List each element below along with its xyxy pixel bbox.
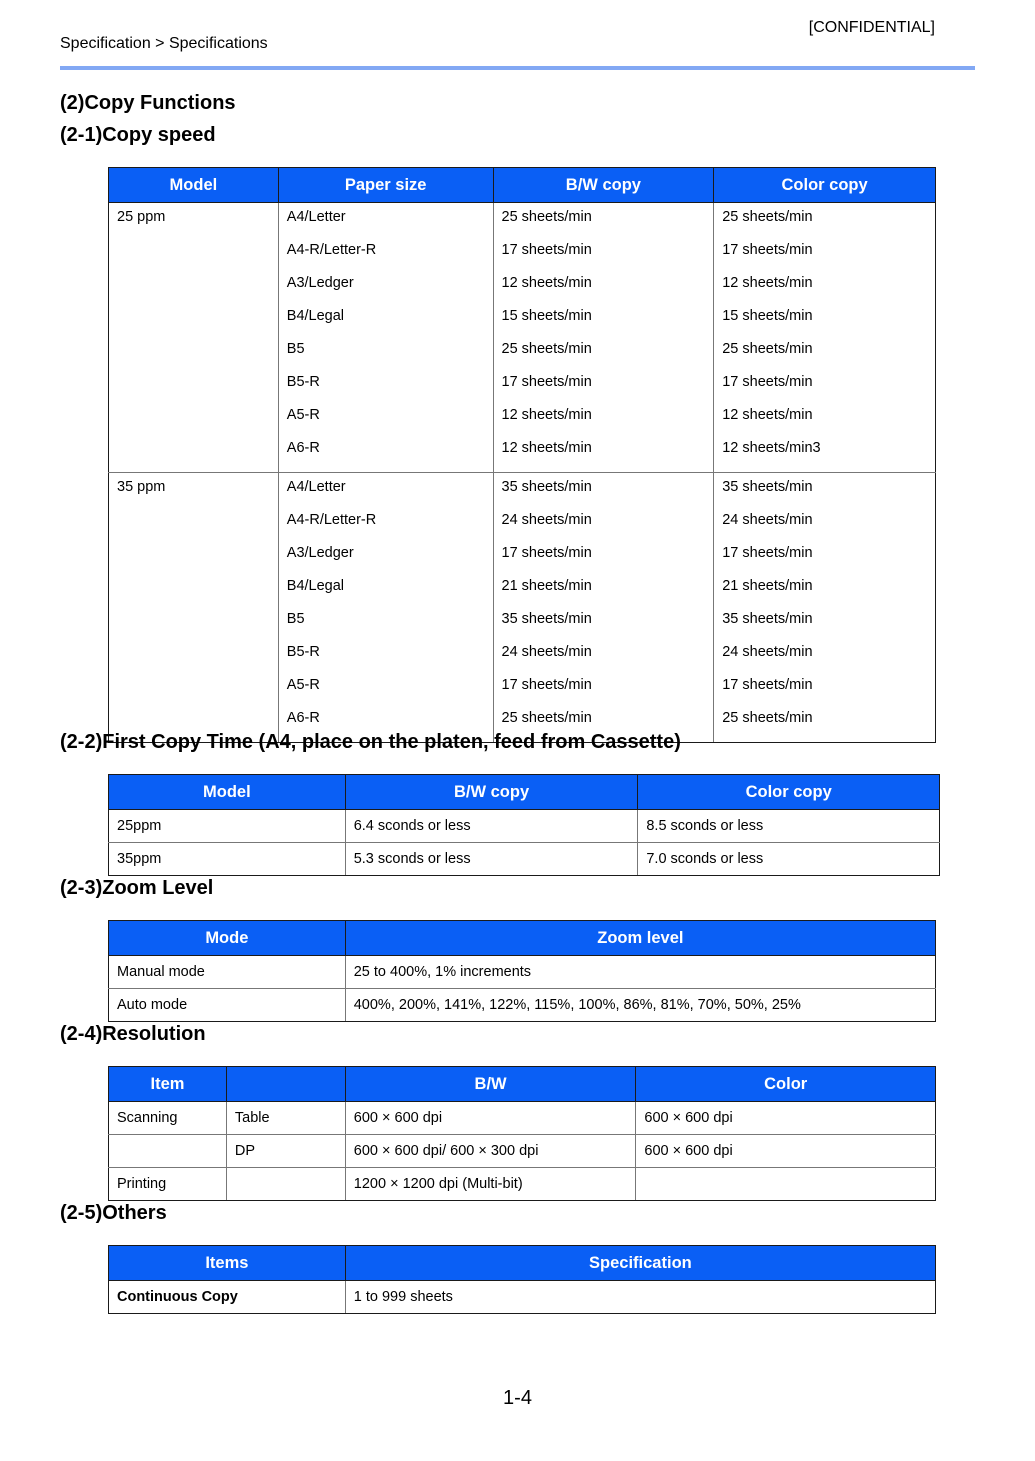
paper-size-value: A4-R/Letter-R	[286, 512, 377, 528]
table-row	[109, 843, 940, 876]
table-row	[109, 1135, 936, 1168]
model-cell: 25ppm	[109, 810, 346, 843]
specification-cell: 1 to 999 sheets	[345, 1281, 935, 1314]
bw-speed-value: 35 sheets/min	[501, 611, 592, 627]
color-speed-value: 17 sheets/min	[722, 545, 813, 561]
color-speed-value: 12 sheets/min	[722, 275, 813, 291]
bw-speed-value: 15 sheets/min	[501, 308, 592, 324]
header-cell: Item	[109, 1067, 227, 1102]
item-cell: Printing	[109, 1168, 227, 1201]
bw-speed-value: 25 sheets/min	[501, 209, 592, 225]
others-header-row	[109, 1246, 936, 1281]
bw-copy-cell	[493, 473, 714, 743]
header-cell: Color copy	[638, 775, 940, 810]
paper-size-value: A6-R	[286, 440, 320, 456]
bw-speed-value: 17 sheets/min	[501, 242, 592, 258]
table-row	[109, 1168, 936, 1201]
section-title-zoom-level: (2-3)Zoom Level	[60, 877, 214, 899]
table-row	[109, 989, 936, 1022]
color-time-cell: 8.5 sconds or less	[638, 810, 940, 843]
bw-copy-cell	[493, 203, 714, 473]
zoom-value-cell: 400%, 200%, 141%, 122%, 115%, 100%, 86%, 81%, 70%, 50%, 25%	[345, 989, 935, 1022]
copy-speed-table	[108, 167, 936, 743]
zoom-value-cell: 25 to 400%, 1% increments	[345, 956, 935, 989]
paper-size-value: A3/Ledger	[286, 275, 354, 291]
paper-size-value: A5-R	[286, 407, 320, 423]
sub-item-cell	[226, 1168, 345, 1201]
color-speed-value: 25 sheets/min	[722, 209, 813, 225]
paper-size-value: A4-R/Letter-R	[286, 242, 377, 258]
header-cell: Model	[109, 168, 279, 203]
model-cell	[109, 473, 279, 743]
resolution-table	[108, 1066, 936, 1201]
confidential-label: [CONFIDENTIAL]	[808, 19, 935, 36]
header-cell: Color	[636, 1067, 936, 1102]
bw-speed-value: 12 sheets/min	[501, 275, 592, 291]
header-cell: Model	[109, 775, 346, 810]
color-speed-value: 17 sheets/min	[722, 374, 813, 390]
bw-resolution-cell: 600 × 600 dpi	[345, 1102, 636, 1135]
header-cell: B/W copy	[493, 168, 714, 203]
item-cell: Continuous Copy	[109, 1281, 346, 1314]
header-cell: B/W copy	[345, 775, 638, 810]
model-value: 35 ppm	[117, 479, 166, 495]
bw-speed-value: 35 sheets/min	[501, 479, 592, 495]
resolution-header-row	[109, 1067, 936, 1102]
paper-size-value: B4/Legal	[286, 578, 345, 594]
color-speed-value: 25 sheets/min	[722, 710, 813, 726]
color-copy-cell	[714, 473, 936, 743]
table-row	[109, 810, 940, 843]
table-row	[109, 1102, 936, 1135]
bw-speed-value: 24 sheets/min	[501, 644, 592, 660]
bw-speed-value: 21 sheets/min	[501, 578, 592, 594]
color-speed-value: 17 sheets/min	[722, 677, 813, 693]
bw-time-cell: 5.3 sconds or less	[345, 843, 638, 876]
header-cell: Color copy	[714, 168, 936, 203]
color-resolution-cell: 600 × 600 dpi	[636, 1135, 936, 1168]
color-speed-value: 35 sheets/min	[722, 479, 813, 495]
table-row	[109, 956, 936, 989]
bw-resolution-cell: 600 × 600 dpi/ 600 × 300 dpi	[345, 1135, 636, 1168]
color-speed-value: 35 sheets/min	[722, 611, 813, 627]
item-cell	[109, 1135, 227, 1168]
section-title-copy-speed: (2-1)Copy speed	[60, 124, 216, 146]
header-cell: Zoom level	[345, 921, 935, 956]
zoom-level-table	[108, 920, 936, 1022]
header-cell: Paper size	[278, 168, 493, 203]
section-title-others: (2-5)Others	[60, 1202, 167, 1224]
first-copy-time-table	[108, 774, 940, 876]
mode-cell: Manual mode	[109, 956, 346, 989]
paper-size-value: B5	[286, 341, 305, 357]
table-row	[109, 203, 936, 473]
paper-size-value: B4/Legal	[286, 308, 345, 324]
color-copy-cell	[714, 203, 936, 473]
color-speed-value: 12 sheets/min	[722, 407, 813, 423]
mode-cell: Auto mode	[109, 989, 346, 1022]
color-speed-value: 25 sheets/min	[722, 341, 813, 357]
header-cell: Items	[109, 1246, 346, 1281]
bw-speed-value: 24 sheets/min	[501, 512, 592, 528]
paper-size-cell	[278, 203, 493, 473]
paper-size-cell	[278, 473, 493, 743]
color-speed-value: 17 sheets/min	[722, 242, 813, 258]
paper-size-value: B5-R	[286, 374, 320, 390]
color-speed-value: 24 sheets/min	[722, 644, 813, 660]
header-cell: Specification	[345, 1246, 935, 1281]
bw-speed-value: 12 sheets/min	[501, 440, 592, 456]
section-title-first-copy-time: (2-2)First Copy Time (A4, place on the platen, feed from Cassette)	[60, 731, 681, 753]
paper-size-value: A4/Letter	[286, 209, 346, 225]
first-copy-time-header-row	[109, 775, 940, 810]
bw-speed-value: 12 sheets/min	[501, 407, 592, 423]
color-speed-value: 15 sheets/min	[722, 308, 813, 324]
paper-size-value: A5-R	[286, 677, 320, 693]
header-cell	[226, 1067, 345, 1102]
sub-item-cell: DP	[226, 1135, 345, 1168]
bw-resolution-cell: 1200 × 1200 dpi (Multi-bit)	[345, 1168, 636, 1201]
sub-item-cell: Table	[226, 1102, 345, 1135]
bw-speed-value: 25 sheets/min	[501, 710, 592, 726]
model-cell	[109, 203, 279, 473]
section-title-resolution: (2-4)Resolution	[60, 1023, 206, 1045]
bw-speed-value: 25 sheets/min	[501, 341, 592, 357]
paper-size-value: A4/Letter	[286, 479, 346, 495]
bw-time-cell: 6.4 sconds or less	[345, 810, 638, 843]
paper-size-value: B5-R	[286, 644, 320, 660]
paper-size-value: A3/Ledger	[286, 545, 354, 561]
copy-speed-header-row	[109, 168, 936, 203]
header-cell: Mode	[109, 921, 346, 956]
bw-speed-value: 17 sheets/min	[501, 677, 592, 693]
table-row	[109, 1281, 936, 1314]
bw-speed-value: 17 sheets/min	[501, 545, 592, 561]
item-cell: Scanning	[109, 1102, 227, 1135]
paper-size-value: A6-R	[286, 710, 320, 726]
bw-speed-value: 17 sheets/min	[501, 374, 592, 390]
table-row	[109, 473, 936, 743]
color-resolution-cell	[636, 1168, 936, 1201]
page-number: 1-4	[503, 1387, 532, 1409]
zoom-header-row	[109, 921, 936, 956]
color-resolution-cell: 600 × 600 dpi	[636, 1102, 936, 1135]
model-cell: 35ppm	[109, 843, 346, 876]
header-divider	[60, 66, 975, 70]
paper-size-value: B5	[286, 611, 305, 627]
color-time-cell: 7.0 sconds or less	[638, 843, 940, 876]
model-value: 25 ppm	[117, 209, 166, 225]
color-speed-value: 12 sheets/min3	[722, 440, 821, 456]
color-speed-value: 21 sheets/min	[722, 578, 813, 594]
header-cell: B/W	[345, 1067, 636, 1102]
color-speed-value: 24 sheets/min	[722, 512, 813, 528]
breadcrumb: Specification > Specifications	[60, 35, 268, 52]
others-table	[108, 1245, 936, 1314]
section-title-copy-functions: (2)Copy Functions	[60, 92, 236, 114]
